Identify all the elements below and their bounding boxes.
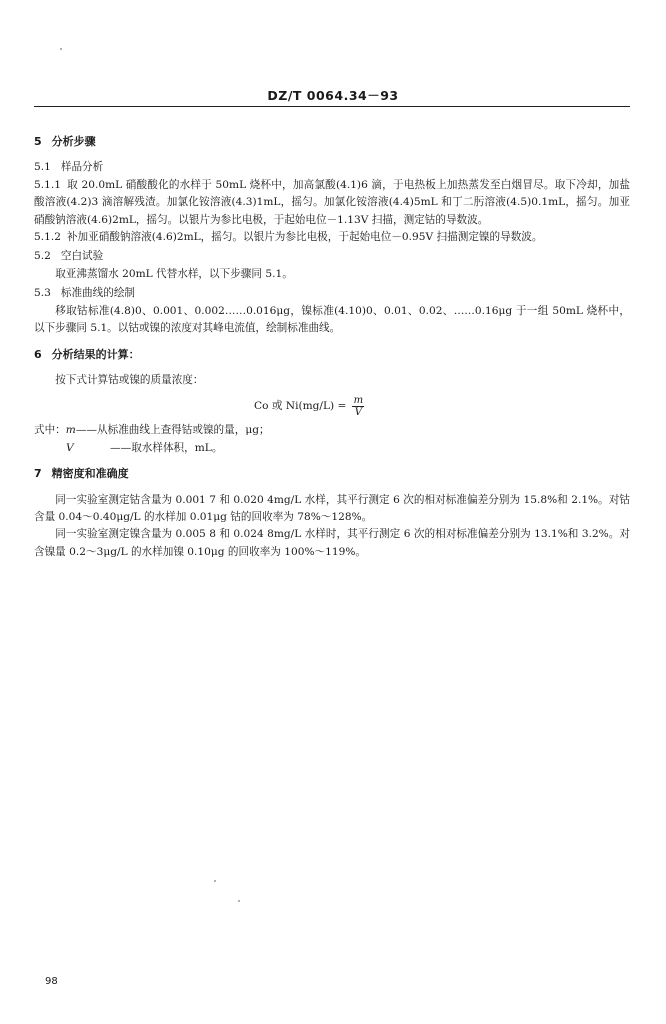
section-6-heading bbox=[34, 346, 630, 364]
clause-text: 取 20.0mL 硝酸酸化的水样于 50mL 烧杯中，加高氯酸(4.1)6 滴，于电热板上加热蒸发至白烟冒尽。取下冷却，加盐酸溶液(4.2)3 滴溶解残渣。加氯化铵溶液(4.3)1mL，摇匀。加氯化铵溶液(4.4)5mL 和丁二肟溶液(4.5)0.1mL，摇匀。加亚硝酸钠溶液(4.6)2mL，摇匀。以银片为参比电极，于起始电位－1.13V 扫描，测定钴的导数波。 bbox=[34, 178, 630, 226]
variable-definition-m bbox=[34, 422, 630, 439]
variable-definition-v bbox=[34, 440, 630, 457]
subsection-number: 5.2 bbox=[34, 250, 51, 263]
variable-symbol: m bbox=[65, 424, 76, 437]
section-5-heading bbox=[34, 133, 630, 151]
section-number: 5 bbox=[34, 135, 42, 148]
subsection-number: 5.3 bbox=[34, 287, 51, 300]
formula-denominator: V bbox=[354, 407, 363, 419]
subsection-5-2-heading bbox=[34, 248, 630, 265]
scan-speck bbox=[60, 48, 62, 50]
section-title: 精密度和准确度 bbox=[51, 467, 129, 481]
paragraph-7-cobalt: 同一实验室测定钴含量为 0.001 7 和 0.020 4mg/L 水样，其平行测定 6 次的相对标准偏差分别为 15.8%和 2.1%。对钴含量 0.04～0.40μg/L 的水样加 0.01μg 钴的回收率为 78%～128%。 bbox=[34, 493, 630, 523]
formula-lhs: Co 或 Ni(mg/L) = bbox=[254, 400, 347, 413]
section-7-heading bbox=[34, 465, 630, 483]
section-number: 7 bbox=[34, 467, 42, 481]
document-body bbox=[34, 133, 630, 561]
formula-numerator: m bbox=[353, 395, 364, 407]
subsection-title: 标准曲线的绘制 bbox=[60, 287, 136, 300]
paragraph-5-1-2 bbox=[34, 229, 630, 246]
subsection-title: 空白试验 bbox=[60, 250, 104, 263]
clause-text: 补加亚硝酸钠溶液(4.6)2mL，摇匀。以银片为参比电极，于起始电位－0.95V 扫描测定镍的导数波。 bbox=[66, 231, 543, 244]
variable-description: ——取水样体积，mL。 bbox=[110, 441, 223, 454]
subsection-title: 样品分析 bbox=[60, 161, 104, 174]
page-number: 98 bbox=[45, 976, 58, 987]
clause-number: 5.1.2 bbox=[34, 231, 61, 244]
formula-fraction bbox=[352, 395, 364, 418]
subsection-5-3-heading bbox=[34, 285, 630, 302]
section-title: 分析步骤 bbox=[51, 135, 96, 148]
standard-code-header: DZ/T 0064.34－93 bbox=[267, 88, 399, 103]
paragraph-7-nickel: 同一实验室测定镍含量为 0.005 8 和 0.024 8mg/L 水样时，其平行测定 6 次的相对标准偏差分别为 13.1%和 3.2%。对含镍量 0.2～3μg/L 的水样加镍 0.10μg 的回收率为 100%～119%。 bbox=[34, 528, 630, 558]
paragraph-5-3: 移取钴标准(4.8)0、0.001、0.002……0.016μg，镍标准(4.10)0、0.01、0.02、……0.16μg 于一组 50mL 烧杯中，以下步骤同 5.1。以钴或镍的浓度对其峰电流值，绘制标准曲线。 bbox=[34, 304, 630, 335]
header-rule bbox=[34, 106, 630, 107]
scan-speck bbox=[238, 900, 240, 902]
variable-description: ——从标准曲线上查得钴或镍的量，μg； bbox=[75, 424, 270, 437]
section-title: 分析结果的计算： bbox=[51, 347, 140, 361]
paragraph-5-1-1 bbox=[34, 177, 630, 229]
clause-number: 5.1.1 bbox=[34, 178, 61, 191]
subsection-5-1-heading bbox=[34, 159, 630, 176]
formula-intro: 按下式计算钴或镍的质量浓度： bbox=[55, 373, 204, 386]
concentration-formula bbox=[34, 395, 630, 418]
variable-symbol: V bbox=[66, 441, 74, 454]
scan-speck bbox=[214, 880, 216, 882]
paragraph-5-2: 取亚沸蒸馏水 20mL 代替水样，以下步骤同 5.1。 bbox=[55, 267, 293, 280]
subsection-number: 5.1 bbox=[34, 161, 51, 174]
section-number: 6 bbox=[34, 347, 42, 361]
where-prefix: 式中： bbox=[34, 424, 66, 437]
